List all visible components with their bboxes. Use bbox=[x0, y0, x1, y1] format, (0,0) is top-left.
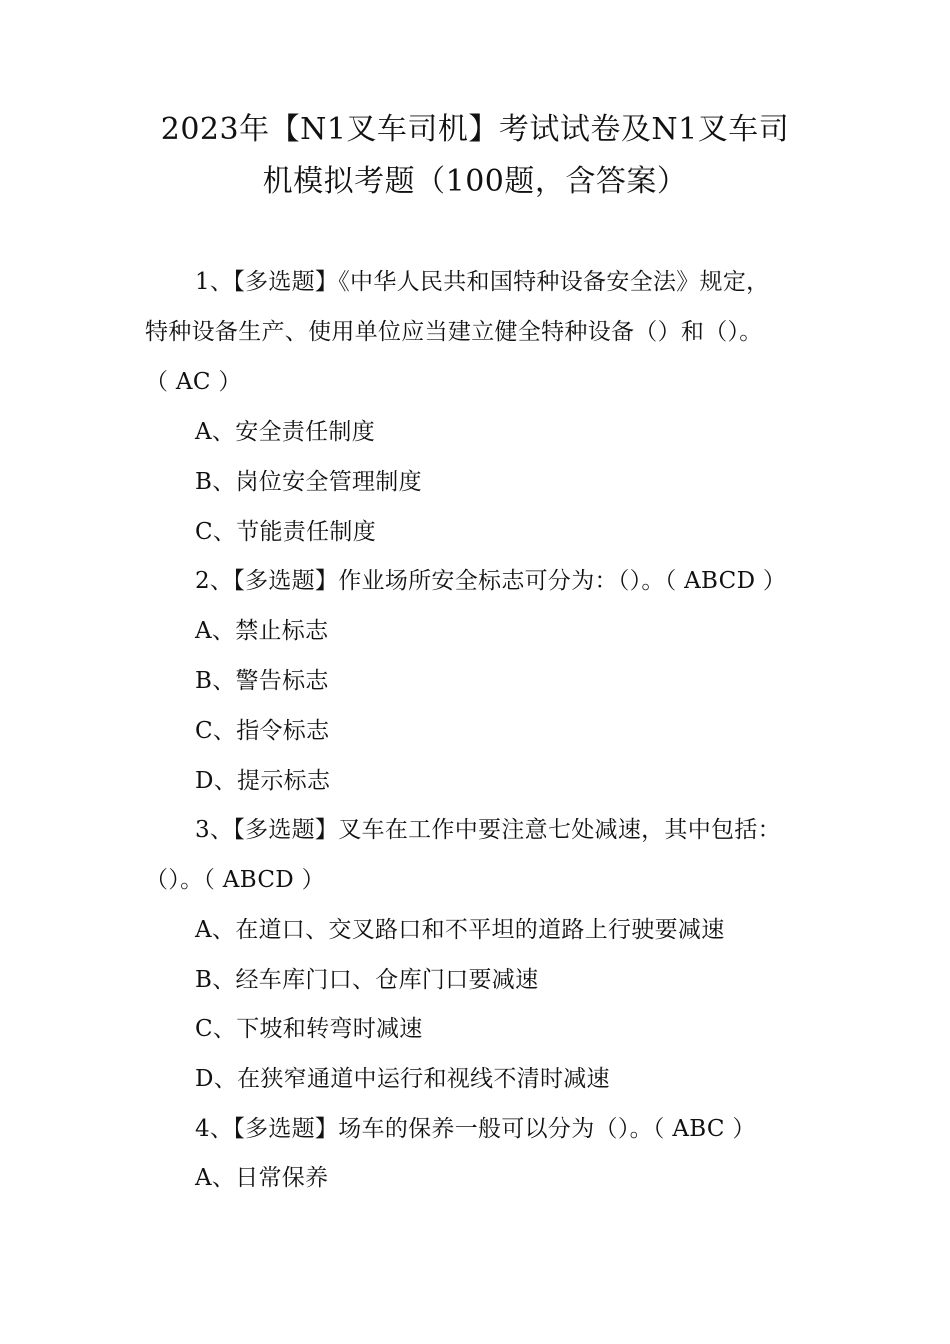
question-2-option-b: B、警告标志 bbox=[195, 668, 329, 694]
question-2-option-a: A、禁止标志 bbox=[195, 618, 329, 644]
question-1-stem: 1、【多选题】《中华人民共和国特种设备安全法》规定， bbox=[195, 269, 770, 295]
question-1-option-c: C、节能责任制度 bbox=[195, 519, 376, 545]
document-title-line-1: 2023年【N1叉车司机】考试试卷及N1叉车司 bbox=[160, 112, 790, 147]
question-3-option-a: A、在道口、交叉路口和不平坦的道路上行驶要减速 bbox=[195, 917, 725, 943]
question-2-option-c: C、指令标志 bbox=[195, 718, 330, 744]
question-3-option-d: D、在狭窄通道中运行和视线不清时减速 bbox=[195, 1066, 610, 1092]
question-1-option-b: B、岗位安全管理制度 bbox=[195, 469, 422, 495]
question-4-option-a: A、日常保养 bbox=[195, 1165, 329, 1191]
question-1-answer: （ AC ） bbox=[145, 369, 242, 395]
question-3-option-b: B、经车库门口、仓库门口要减速 bbox=[195, 967, 539, 993]
question-4-stem: 4、【多选题】场车的保养一般可以分为（）。（ ABC ） bbox=[195, 1116, 756, 1142]
question-3-option-c: C、下坡和转弯时减速 bbox=[195, 1016, 423, 1042]
document-title-line-2: 机模拟考题（100题，含答案） bbox=[262, 164, 688, 199]
question-3-answer: （）。（ ABCD ） bbox=[145, 867, 325, 893]
question-3-stem: 3、【多选题】叉车在工作中要注意七处减速，其中包括： bbox=[195, 817, 781, 843]
question-2-stem: 2、【多选题】作业场所安全标志可分为：（）。（ ABCD ） bbox=[195, 568, 787, 594]
question-1-option-a: A、安全责任制度 bbox=[195, 419, 376, 445]
question-2-option-d: D、提示标志 bbox=[195, 768, 331, 794]
question-1-stem-cont: 特种设备生产、使用单位应当建立健全特种设备（）和（）。 bbox=[145, 319, 763, 345]
